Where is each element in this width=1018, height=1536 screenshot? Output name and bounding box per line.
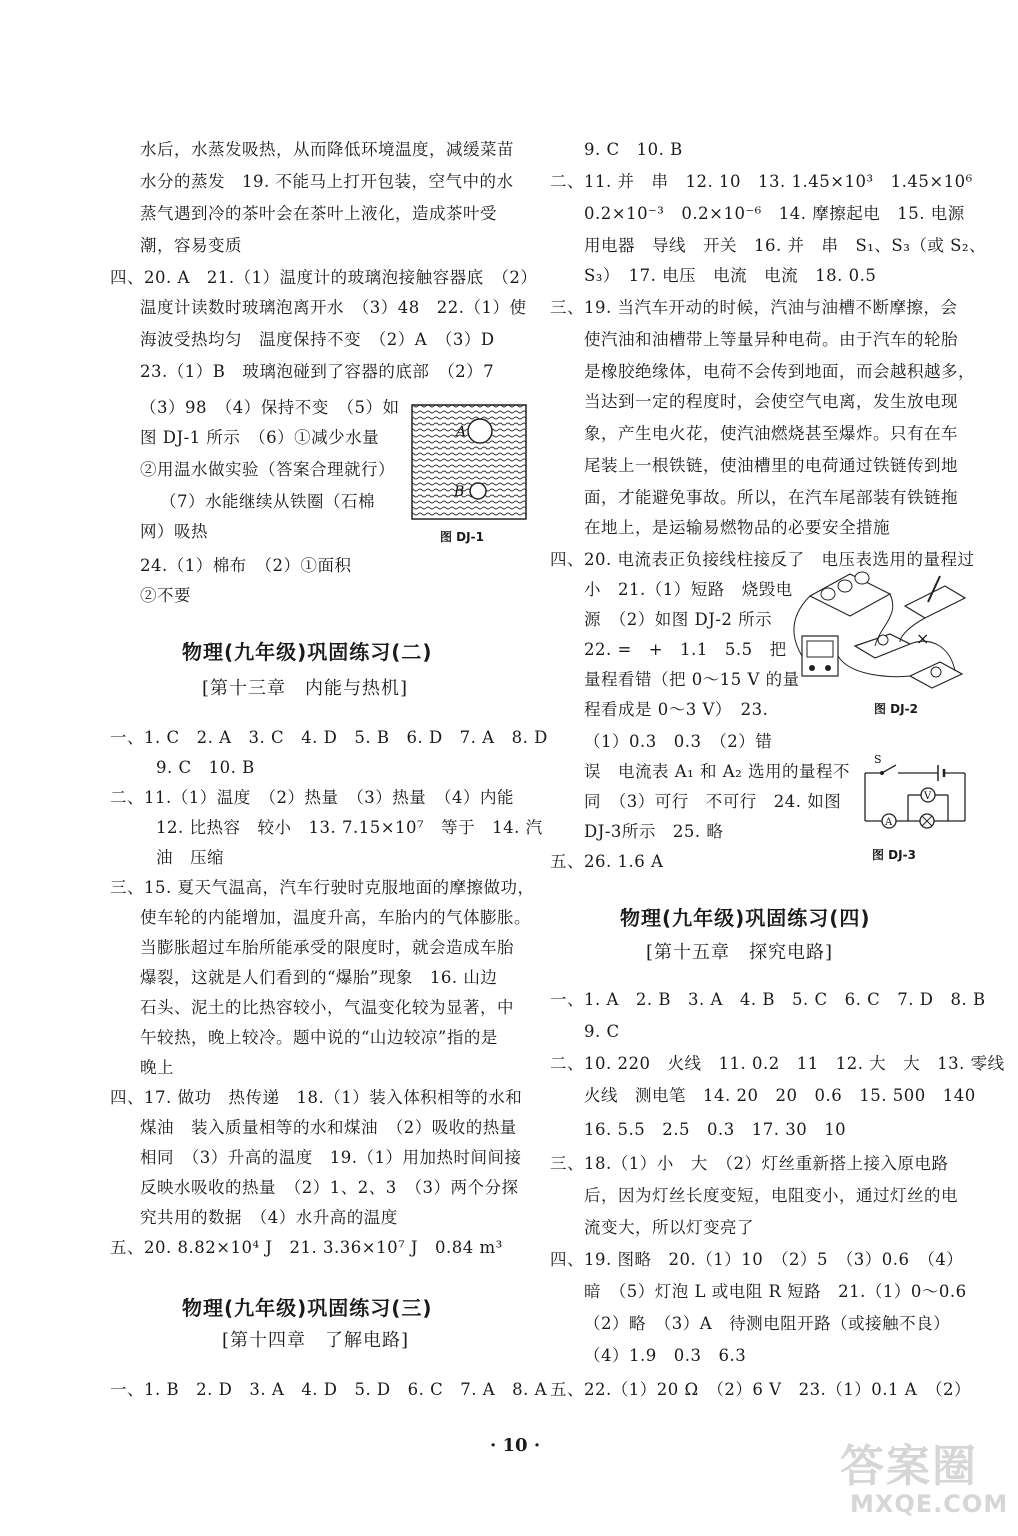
text-line: 9. C 10. B — [584, 140, 683, 159]
text-line: 二、10. 220 火线 11. 0.2 11 12. 大 大 13. 零线 — [550, 1054, 1005, 1073]
section-title: 物理(九年级)巩固练习(四) — [620, 906, 871, 930]
text-line: 程看成是 0～3 V） 23. — [584, 700, 769, 719]
text-line: 五、26. 1.6 A — [550, 852, 664, 871]
text-line: 油 压缩 — [156, 848, 224, 867]
section-subtitle: [第十四章 了解电路] — [222, 1330, 410, 1351]
text-line: 源 （2）如图 DJ-2 所示 — [584, 610, 773, 629]
label-a: A — [885, 817, 893, 828]
text-line: （7）水能继续从铁圈（石棉 — [160, 492, 375, 511]
text-line: 二、11.（1）温度 （2）热量 （3）热量 （4）内能 — [110, 788, 514, 807]
text-line: ②用温水做实验（答案合理就行） — [140, 460, 395, 479]
text-line: 四、20. A 21.（1）温度计的玻璃泡接触容器底 （2） — [110, 268, 538, 287]
text-line: 四、20. 电流表正负接线柱接反了 电压表选用的量程过 — [550, 550, 975, 569]
text-line: 三、15. 夏天气温高，汽车行驶时克服地面的摩擦做功， — [110, 878, 535, 897]
label-b: B — [454, 484, 465, 500]
text-line: 爆裂，这就是人们看到的“爆胎”现象 16. 山边 — [140, 968, 498, 987]
text-line: （1）0.3 0.3 （2）错 — [584, 732, 773, 751]
text-line: 究共用的数据 （4）水升高的温度 — [140, 1208, 398, 1227]
text-line: 相同 （3）升高的温度 19.（1）用加热时间间接 — [140, 1148, 522, 1167]
text-line: 水后，水蒸发吸热，从而降低环境温度，减缓菜苗 — [140, 140, 514, 159]
text-line: 小 21.（1）短路 烧毁电 — [584, 580, 793, 599]
label-a: A — [456, 424, 467, 440]
text-line: 量程看错（把 0～15 V 的量 — [584, 670, 800, 689]
section-subtitle: [第十五章 探究电路] — [646, 942, 834, 963]
text-line: （4）1.9 0.3 6.3 — [584, 1346, 747, 1365]
watermark-logo: 答案圈 — [840, 1441, 978, 1492]
section-title: 物理(九年级)巩固练习(二) — [182, 640, 433, 664]
text-line: 当达到一定的程度时，会使空气电离，发生放电现 — [584, 392, 958, 411]
text-line: 使车轮的内能增加，温度升高，车胎内的气体膨胀。 — [140, 908, 531, 927]
text-line: 后，因为灯丝长度变短，电阻变小，通过灯丝的电 — [584, 1186, 958, 1205]
text-line: 9. C — [584, 1022, 620, 1041]
text-line: 流变大，所以灯变亮了 — [584, 1218, 754, 1237]
text-line: 尾装上一根铁链，使油槽里的电荷通过铁链传到地 — [584, 456, 958, 475]
figure-caption: 图 DJ-2 — [874, 702, 918, 716]
text-line: 面，才能避免事故。所以，在汽车尾部装有铁链拖 — [584, 488, 958, 507]
text-line: 22. = + 1.1 5.5 把 — [584, 640, 787, 659]
figure-dj-2 — [790, 566, 970, 695]
text-line: 用电器 导线 开关 16. 并 串 S₁、S₃（或 S₂、 — [584, 236, 986, 255]
watermark-url: MXQE.COM — [850, 1490, 1009, 1518]
figure-caption: 图 DJ-3 — [872, 848, 916, 862]
text-line: 象，产生电火花，使汽油燃烧甚至爆炸。只有在车 — [584, 424, 958, 443]
figure-dj-3 — [860, 745, 970, 839]
text-line: 三、18.（1）小 大 （2）灯丝重新搭上接入原电路 — [550, 1154, 949, 1173]
text-line: 五、20. 8.82×10⁴ J 21. 3.36×10⁷ J 0.84 m³ — [110, 1238, 503, 1257]
text-line: 五、22.（1）20 Ω （2）6 V 23.（1）0.1 A （2） — [550, 1380, 971, 1399]
text-line: 三、19. 当汽车开动的时候，汽油与油槽不断摩擦，会 — [550, 298, 958, 317]
text-line: 误 电流表 A₁ 和 A₂ 选用的量程不 — [584, 762, 851, 781]
section-title: 物理(九年级)巩固练习(三) — [182, 1296, 433, 1320]
text-line: 晚上 — [140, 1058, 174, 1077]
text-line: 0.2×10⁻³ 0.2×10⁻⁶ 14. 摩擦起电 15. 电源 — [584, 204, 965, 223]
figure-caption: 图 DJ-1 — [440, 530, 484, 544]
text-line: 同 （3）可行 不可行 24. 如图 — [584, 792, 842, 811]
text-line: 9. C 10. B — [156, 758, 255, 777]
text-line: 一、1. B 2. D 3. A 4. D 5. D 6. C 7. A 8. A — [110, 1380, 548, 1399]
text-line: （3）98 （4）保持不变 （5）如 — [140, 398, 400, 417]
text-line: 12. 比热容 较小 13. 7.15×10⁷ 等于 14. 汽 — [156, 818, 543, 837]
figure-dj-1 — [410, 403, 528, 525]
text-line: 网）吸热 — [140, 522, 208, 541]
text-line: 二、11. 并 串 12. 10 13. 1.45×10³ 1.45×10⁶ — [550, 172, 973, 191]
text-line: 图 DJ-1 所示 （6）①减少水量 — [140, 428, 380, 447]
label-s: S — [874, 753, 882, 766]
text-line: 反映水吸收的热量 （2）1、2、3 （3）两个分探 — [140, 1178, 519, 1197]
text-line: 火线 测电笔 14. 20 20 0.6 15. 500 140 — [584, 1086, 976, 1105]
text-line: （2）略 （3）A 待测电阻开路（或接触不良） — [584, 1314, 951, 1333]
text-line: 一、1. C 2. A 3. C 4. D 5. B 6. D 7. A 8. D — [110, 728, 548, 747]
text-line: S₃） 17. 电压 电流 电流 18. 0.5 — [584, 266, 877, 285]
text-line: 当膨胀超过车胎所能承受的限度时，就会造成车胎 — [140, 938, 514, 957]
text-line: 24.（1）棉布 （2）①面积 — [140, 556, 352, 575]
text-line: 温度计读数时玻璃泡离开水 （3）48 22.（1）使 — [140, 298, 527, 317]
text-line: 潮，容易变质 — [140, 236, 242, 255]
text-line: 海波受热均匀 温度保持不变 （2）A （3）D — [140, 330, 495, 349]
text-line: 23.（1）B 玻璃泡碰到了容器的底部 （2）7 — [140, 362, 495, 381]
svg-text:×: × — [916, 629, 930, 648]
text-line: 是橡胶绝缘体，电荷不会传到地面，而会越积越多， — [584, 362, 975, 381]
page-number: · 10 · — [490, 1435, 541, 1456]
text-line: 四、19. 图略 20.（1）10 （2）5 （3）0.6 （4） — [550, 1250, 964, 1269]
text-line: 水分的蒸发 19. 不能马上打开包装，空气中的水 — [140, 172, 514, 191]
text-line: 16. 5.5 2.5 0.3 17. 30 10 — [584, 1120, 847, 1139]
label-v: V — [924, 791, 932, 802]
text-line: 暗 （5）灯泡 L 或电阻 R 短路 21.（1）0～0.6 — [584, 1282, 967, 1301]
text-line: 一、1. A 2. B 3. A 4. B 5. C 6. C 7. D 8. B — [550, 990, 986, 1009]
text-line: 午较热，晚上较冷。题中说的“山边较凉”指的是 — [140, 1028, 498, 1047]
text-line: 四、17. 做功 热传递 18.（1）装入体积相等的水和 — [110, 1088, 523, 1107]
text-line: 煤油 装入质量相等的水和煤油 （2）吸收的热量 — [140, 1118, 517, 1137]
text-line: ②不要 — [140, 586, 191, 605]
text-line: 石头、泥土的比热容较小，气温变化较为显著，中 — [140, 998, 514, 1017]
text-line: DJ-3所示 25. 略 — [584, 822, 724, 841]
section-subtitle: [第十三章 内能与热机] — [202, 678, 409, 699]
text-line: 在地上，是运输易燃物品的必要安全措施 — [584, 518, 890, 537]
text-line: 使汽油和油槽带上等量异种电荷。由于汽车的轮胎 — [584, 330, 958, 349]
text-line: 蒸气遇到冷的茶叶会在茶叶上液化，造成茶叶受 — [140, 204, 497, 223]
